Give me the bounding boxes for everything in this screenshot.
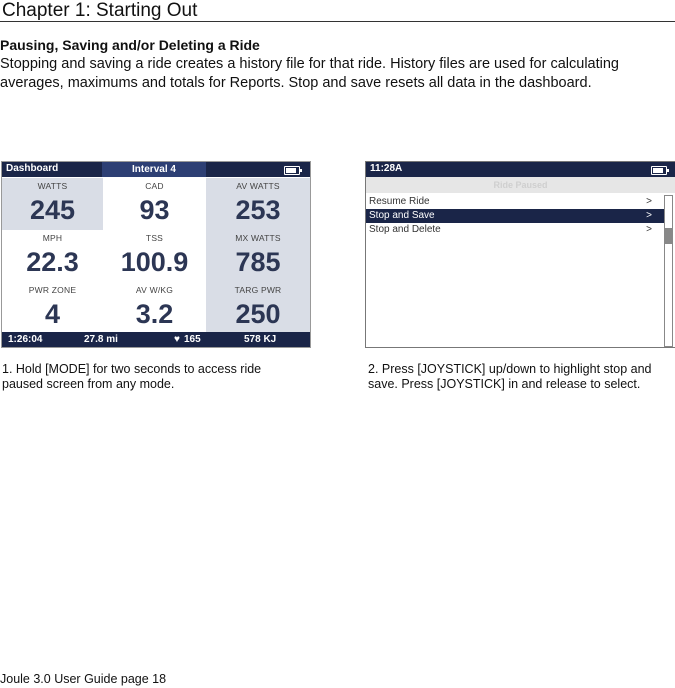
metric-label: TARG PWR bbox=[234, 285, 282, 295]
ride-time: 1:26:04 bbox=[8, 334, 43, 345]
ride-paused-screen bbox=[365, 161, 675, 348]
battery-fill bbox=[653, 168, 663, 173]
interval-tab: Interval 4 bbox=[102, 162, 206, 177]
menu-subheader: Ride Paused bbox=[366, 177, 675, 193]
metric-label: AV W/KG bbox=[135, 285, 174, 295]
menu-item-stop-and-delete[interactable] bbox=[366, 223, 664, 237]
battery-fill bbox=[286, 168, 296, 173]
chevron-right-icon: > bbox=[646, 196, 652, 207]
clock-time: 11:28A bbox=[370, 163, 403, 174]
ride-energy: 578 KJ bbox=[244, 334, 277, 345]
dashboard-header bbox=[2, 162, 310, 177]
dashboard-footer bbox=[2, 332, 310, 347]
metric-value: 253 bbox=[235, 195, 281, 225]
metric-cad bbox=[104, 178, 205, 230]
metric-av-watts bbox=[206, 178, 310, 230]
page-footer: Joule 3.0 User Guide page 18 bbox=[0, 672, 167, 686]
caption-step-1: 1. Hold [MODE] for two seconds to access ride paused screen from any mode. bbox=[2, 362, 262, 391]
scrollbar-thumb[interactable] bbox=[665, 228, 672, 244]
metric-pwr-zone bbox=[2, 282, 103, 334]
metric-label: WATTS bbox=[37, 181, 68, 191]
metric-label: TSS bbox=[145, 233, 164, 243]
metric-value: 100.9 bbox=[120, 247, 189, 277]
metric-watts bbox=[2, 178, 103, 230]
menu-item-resume-ride[interactable] bbox=[366, 195, 664, 209]
dashboard-screen bbox=[1, 161, 311, 348]
chevron-right-icon: > bbox=[646, 224, 652, 235]
metric-value: 250 bbox=[235, 299, 281, 329]
metric-value: 93 bbox=[139, 195, 170, 225]
metric-label: CAD bbox=[145, 181, 164, 191]
metric-label: MX WATTS bbox=[235, 233, 281, 243]
metric-mph bbox=[2, 230, 103, 282]
metric-value: 4 bbox=[44, 299, 61, 329]
menu-item-label: Stop and Delete bbox=[369, 224, 441, 235]
chapter-title: Chapter 1: Starting Out bbox=[2, 0, 198, 21]
metric-mx-watts bbox=[206, 230, 310, 282]
menu-item-stop-and-save[interactable] bbox=[366, 209, 664, 223]
ride-distance: 27.8 mi bbox=[84, 334, 118, 345]
metric-targ-pwr bbox=[206, 282, 310, 334]
metric-value: 3.2 bbox=[135, 299, 174, 329]
menu-item-label: Resume Ride bbox=[369, 196, 430, 207]
metric-label: MPH bbox=[42, 233, 63, 243]
battery-icon bbox=[284, 166, 300, 175]
metric-value: 22.3 bbox=[26, 247, 79, 277]
heart-icon: ♥ bbox=[174, 334, 180, 345]
metric-value: 245 bbox=[29, 195, 76, 225]
section-heading: Pausing, Saving and/or Deleting a Ride bbox=[0, 37, 260, 53]
metric-label: PWR ZONE bbox=[28, 285, 77, 295]
heart-rate: 165 bbox=[184, 334, 201, 345]
dashboard-title: Dashboard bbox=[6, 163, 59, 174]
metric-label: AV WATTS bbox=[236, 181, 280, 191]
chevron-right-icon: > bbox=[646, 210, 652, 221]
metric-value: 785 bbox=[235, 247, 281, 277]
menu-item-label: Stop and Save bbox=[369, 210, 435, 221]
menu-header bbox=[366, 162, 675, 177]
caption-step-2: 2. Press [JOYSTICK] up/down to highlight stop and save. Press [JOYSTICK] in and release to select. bbox=[368, 362, 652, 391]
scrollbar[interactable] bbox=[664, 195, 673, 347]
battery-icon bbox=[651, 166, 667, 175]
header-rule bbox=[0, 21, 675, 22]
section-body: Stopping and saving a ride creates a history file for that ride. History files are used for calculating averages, maximums and totals for Reports. Stop and save resets all data in the dashboard. bbox=[0, 56, 619, 91]
metric-av-wkg bbox=[104, 282, 205, 334]
metric-tss bbox=[104, 230, 205, 282]
